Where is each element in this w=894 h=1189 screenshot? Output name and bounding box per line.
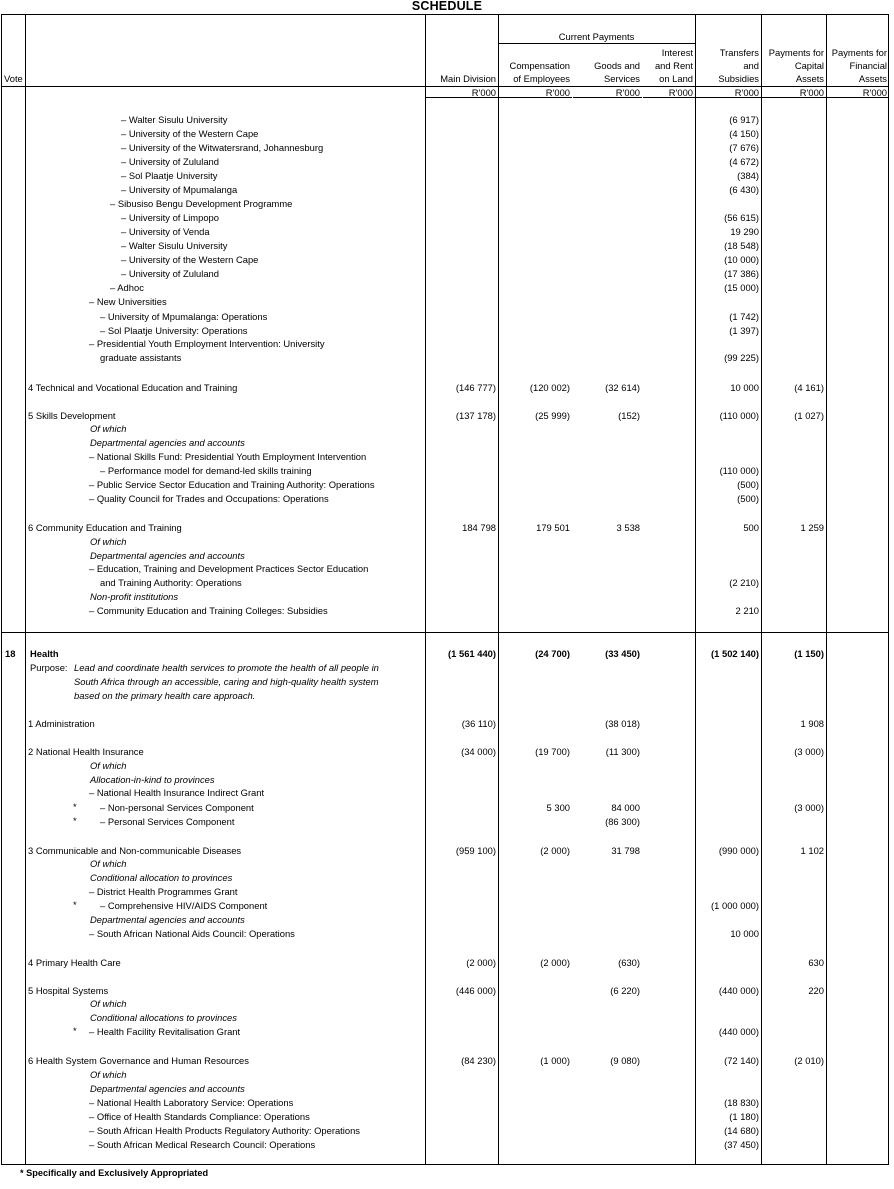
header-financial-2: Financial — [849, 60, 887, 71]
row-label: – University of Venda — [121, 226, 210, 237]
row-label: Departmental agencies and accounts — [90, 550, 245, 561]
header-transfers: Transfers — [719, 47, 759, 58]
footnote: * Specifically and Exclusively Appropriated — [20, 1168, 209, 1178]
cell-cap: (3 000) — [794, 746, 824, 757]
row-label: Of which — [90, 1069, 127, 1080]
column-divider — [826, 14, 827, 1165]
row-label: – National Skills Fund: Presidential Youth Employment Intervention — [89, 451, 367, 462]
row-label: Conditional allocations to provinces — [90, 1012, 237, 1023]
row-label: Of which — [90, 998, 127, 1009]
cell-tr: (37 450) — [724, 1139, 759, 1150]
header-interest-3: on Land — [659, 73, 693, 84]
row-label: 3 Communicable and Non-communicable Diseases — [28, 845, 242, 856]
row-label: Of which — [90, 760, 127, 771]
cell-main: (959 100) — [455, 845, 496, 856]
row-label: – University of Mpumalanga — [121, 184, 238, 195]
cell-comp: (2 000) — [540, 957, 570, 968]
cell-tr: 10 000 — [730, 382, 759, 393]
row-label: – Sol Plaatje University: Operations — [100, 325, 248, 336]
cell-main: 184 798 — [462, 522, 496, 533]
row-label: graduate assistants — [100, 352, 182, 363]
row-label: – Comprehensive HIV/AIDS Component — [100, 900, 268, 911]
cell-tr: (4 150) — [729, 128, 759, 139]
cell-tr: (110 000) — [719, 410, 759, 421]
row-label: Purpose: — [30, 662, 68, 673]
header-financial-3: Assets — [858, 73, 887, 84]
header-capital-3: Assets — [795, 73, 824, 84]
cell-goods: (152) — [618, 410, 640, 421]
row-label: 4 Technical and Vocational Education and Training — [28, 382, 238, 393]
cell-tr: (7 676) — [729, 142, 759, 153]
row-label: – South African Health Products Regulatory Authority: Operations — [89, 1125, 360, 1136]
unit-transfers: R'000 — [734, 87, 759, 98]
cell-tr: (440 000) — [718, 1026, 759, 1037]
cell-goods: (6 220) — [610, 985, 640, 996]
cell-goods: 31 798 — [611, 845, 640, 856]
cell-tr: 500 — [743, 522, 759, 533]
unit-main: R'000 — [471, 87, 496, 98]
row-label: – District Health Programmes Grant — [89, 886, 238, 897]
row-label: Of which — [90, 536, 127, 547]
row-label: – New Universities — [89, 296, 167, 307]
row-label: – Office of Health Standards Compliance: Operations — [89, 1111, 310, 1122]
row-label: – National Health Laboratory Service: Operations — [89, 1097, 294, 1108]
row-label: – Education, Training and Development Practices Sector Education — [89, 563, 369, 574]
cell-cap: 220 — [808, 985, 824, 996]
cell-main: (84 230) — [461, 1055, 496, 1066]
row-label: 5 Skills Development — [28, 410, 116, 421]
row-label: and Training Authority: Operations — [100, 577, 242, 588]
row-label: Departmental agencies and accounts — [90, 1083, 245, 1094]
header-transfers-3: Subsidies — [718, 73, 759, 84]
cell-goods: (630) — [618, 957, 640, 968]
cell-tr: (4 672) — [729, 156, 759, 167]
row-label: – Sol Plaatje University — [121, 170, 218, 181]
cell-tr: (18 830) — [724, 1097, 759, 1108]
row-label: – University of the Western Cape — [121, 128, 259, 139]
cell-tr: (18 548) — [724, 240, 759, 251]
cell-main: (34 000) — [461, 746, 496, 757]
cell-cap: 1 102 — [800, 845, 824, 856]
cell-tr: (990 000) — [718, 845, 759, 856]
header-financial: Payments for — [831, 47, 887, 58]
row-label: 2 National Health Insurance — [28, 746, 144, 757]
header-interest: Interest — [661, 47, 693, 58]
cell-cap: (4 161) — [794, 382, 824, 393]
cell-tr: (6 917) — [729, 114, 759, 125]
appropriation-marker: * — [73, 815, 77, 826]
row-label: South Africa through an accessible, caring and high-quality health system — [74, 676, 379, 687]
cell-cap: (3 000) — [794, 802, 824, 813]
cell-comp: (1 000) — [540, 1055, 570, 1066]
cell-comp: (120 002) — [529, 382, 570, 393]
cell-tr: (1 000 000) — [711, 900, 759, 911]
cell-tr: (110 000) — [719, 465, 759, 476]
header-compensation-2: of Employees — [513, 73, 570, 84]
header-compensation: Compensation — [509, 60, 570, 71]
row-label: Allocation-in-kind to provinces — [90, 774, 215, 785]
cell-tr: (99 225) — [724, 352, 759, 363]
header-interest-2: and Rent — [654, 60, 693, 71]
row-label: – Community Education and Training Colleges: Subsidies — [89, 605, 328, 616]
appropriation-marker: * — [73, 899, 77, 910]
cell-tr: (56 615) — [724, 212, 759, 223]
cell-tr: (17 386) — [724, 268, 759, 279]
row-label: – Walter Sisulu University — [121, 240, 228, 251]
cell-tr: (500) — [737, 493, 759, 504]
cell-cap: (2 010) — [794, 1055, 824, 1066]
cell-tr: (6 430) — [729, 184, 759, 195]
header-current-payments: Current Payments — [558, 31, 635, 42]
unit-comp: R'000 — [545, 87, 570, 98]
cell-goods: (11 300) — [605, 746, 640, 757]
column-divider — [25, 14, 26, 1165]
row-label: – Quality Council for Trades and Occupations: Operations — [89, 493, 329, 504]
cell-main: (1 561 440) — [448, 648, 496, 659]
row-label: – Personal Services Component — [100, 816, 235, 827]
row-label: – University of Zululand — [121, 156, 219, 167]
cell-goods: (38 018) — [605, 718, 640, 729]
vote-separator — [1, 632, 889, 633]
cell-comp: (2 000) — [540, 845, 570, 856]
row-label: Of which — [90, 858, 127, 869]
row-label: – Adhoc — [110, 282, 144, 293]
cell-tr: (72 140) — [724, 1055, 759, 1066]
cell-goods: (86 300) — [605, 816, 640, 827]
row-label: – South African National Aids Council: Operations — [89, 928, 295, 939]
unit-interest: R'000 — [668, 87, 693, 98]
header-main-division: Main Division — [440, 73, 496, 84]
cell-goods: (33 450) — [605, 648, 640, 659]
cell-tr: 19 290 — [730, 226, 759, 237]
row-label: – South African Medical Research Council: Operations — [89, 1139, 316, 1150]
cell-goods: 84 000 — [611, 802, 640, 813]
row-label: – Walter Sisulu University — [121, 114, 228, 125]
cell-main: (36 110) — [461, 718, 496, 729]
cell-tr: (1 502 140) — [711, 648, 759, 659]
cell-tr: (1 742) — [729, 311, 759, 322]
vote-number: 18 — [5, 648, 16, 659]
page-title: SCHEDULE — [411, 0, 483, 13]
cell-main: (146 777) — [455, 382, 496, 393]
row-label: – University of the Western Cape — [121, 254, 259, 265]
row-label: 5 Hospital Systems — [28, 985, 109, 996]
cell-tr: (384) — [737, 170, 759, 181]
row-label: 1 Administration — [28, 718, 95, 729]
header-goods-2: Services — [604, 73, 640, 84]
cell-tr: (10 000) — [724, 254, 759, 265]
row-label: – University of Zululand — [121, 268, 219, 279]
cell-main: (2 000) — [466, 957, 496, 968]
cell-tr: 10 000 — [730, 928, 759, 939]
cell-comp: (19 700) — [535, 746, 570, 757]
cell-comp: 179 501 — [536, 522, 570, 533]
cell-comp: (25 999) — [535, 410, 570, 421]
row-label: – Non-personal Services Component — [100, 802, 254, 813]
cell-tr: (1 397) — [729, 325, 759, 336]
unit-financial: R'000 — [862, 87, 887, 98]
row-label: – University of Mpumalanga: Operations — [100, 311, 268, 322]
row-label: Of which — [90, 423, 127, 434]
row-label: Lead and coordinate health services to promote the health of all people in — [74, 662, 379, 673]
cell-tr: (500) — [737, 479, 759, 490]
current-payments-rule — [498, 43, 695, 44]
cell-tr: (2 210) — [729, 577, 759, 588]
row-label: Departmental agencies and accounts — [90, 437, 245, 448]
row-label: – Performance model for demand-led skills training — [100, 465, 312, 476]
row-label: 6 Community Education and Training — [28, 522, 182, 533]
row-label: Non-profit institutions — [90, 591, 179, 602]
cell-main: (446 000) — [455, 985, 496, 996]
cell-tr: (1 180) — [729, 1111, 759, 1122]
header-goods: Goods and — [594, 60, 640, 71]
cell-tr: (15 000) — [724, 282, 759, 293]
row-label: 6 Health System Governance and Human Resources — [28, 1055, 249, 1066]
cell-tr: 2 210 — [735, 605, 759, 616]
cell-cap: 1 908 — [800, 718, 824, 729]
unit-capital: R'000 — [799, 87, 824, 98]
row-label: – Presidential Youth Employment Intervention: University — [89, 338, 325, 349]
header-vote: Vote — [4, 73, 23, 84]
cell-cap: 1 259 — [800, 522, 824, 533]
row-label: – University of the Witwatersrand, Johannesburg — [121, 142, 324, 153]
cell-main: (137 178) — [455, 410, 496, 421]
row-label: Health — [30, 648, 59, 659]
row-label: 4 Primary Health Care — [28, 957, 121, 968]
row-label: Departmental agencies and accounts — [90, 914, 245, 925]
row-label: Conditional allocation to provinces — [90, 872, 233, 883]
cell-goods: (32 614) — [605, 382, 640, 393]
row-label: – Health Facility Revitalisation Grant — [89, 1026, 241, 1037]
header-capital: Payments for — [768, 47, 824, 58]
cell-cap: (1 150) — [794, 648, 824, 659]
header-transfers-2: and — [743, 60, 759, 71]
row-label: – Sibusiso Bengu Development Programme — [110, 198, 293, 209]
cell-goods: 3 538 — [616, 522, 640, 533]
header-capital-2: Capital — [794, 60, 824, 71]
cell-tr: (440 000) — [718, 985, 759, 996]
column-divider — [498, 14, 499, 1165]
cell-comp: (24 700) — [535, 648, 570, 659]
cell-cap: 630 — [808, 957, 824, 968]
row-label: – National Health Insurance Indirect Grant — [89, 787, 265, 798]
row-label: – Public Service Sector Education and Training Authority: Operations — [89, 479, 375, 490]
cell-comp: 5 300 — [546, 802, 570, 813]
unit-goods: R'000 — [615, 87, 640, 98]
appropriation-marker: * — [73, 1025, 77, 1036]
row-label: based on the primary health care approach. — [74, 690, 256, 701]
cell-goods: (9 080) — [610, 1055, 640, 1066]
cell-cap: (1 027) — [794, 410, 824, 421]
row-label: – University of Limpopo — [121, 212, 219, 223]
appropriation-marker: * — [73, 801, 77, 812]
cell-tr: (14 680) — [724, 1125, 759, 1136]
